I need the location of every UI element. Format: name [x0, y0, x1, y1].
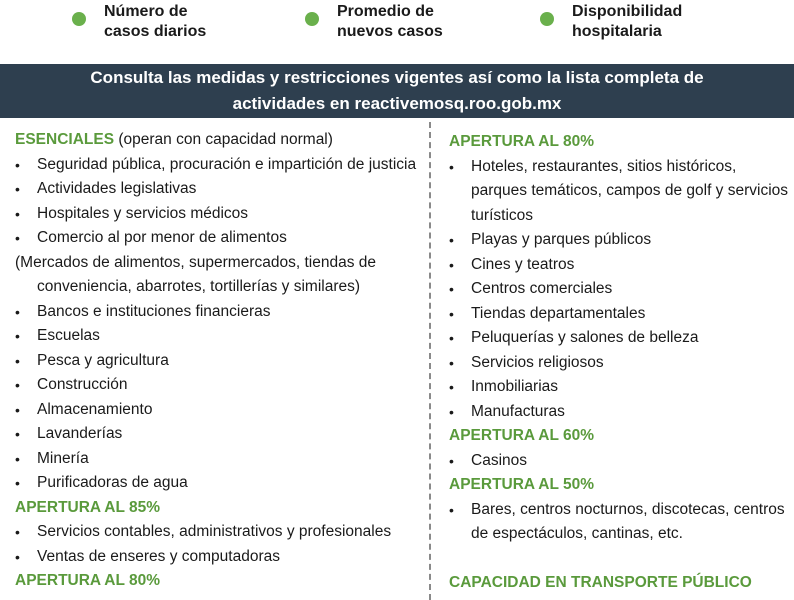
right-column	[449, 130, 789, 595]
list-item: • Inmobiliarias	[449, 375, 789, 400]
list-item: • Almacenamiento	[15, 398, 420, 423]
list-item: • Centros comerciales	[449, 277, 789, 302]
left-column	[15, 128, 420, 594]
esenciales-list-a	[15, 153, 420, 251]
info-banner	[0, 64, 794, 118]
section-title-apertura-85: APERTURA AL 85%	[15, 498, 160, 516]
green-dot-icon	[305, 12, 319, 26]
list-item: • Tiendas departamentales	[449, 302, 789, 327]
banner-line-2: actividades en reactivemosq.roo.gob.mx	[232, 94, 562, 113]
apertura-80-list	[449, 155, 789, 425]
esenciales-list-b	[15, 300, 420, 496]
comercio-note: (Mercados de alimentos, supermercados, tiendas de conveniencia, abarrotes, tortillerías y similares)	[15, 253, 376, 295]
section-title-apertura-80: APERTURA AL 80%	[449, 133, 594, 150]
list-item: • Servicios religiosos	[449, 351, 789, 376]
list-item: • Cines y teatros	[449, 253, 789, 278]
legend-item-promedio	[305, 2, 443, 42]
list-item: • Minería	[15, 447, 420, 472]
list-item: • Hospitales y servicios médicos	[15, 202, 420, 227]
section-note: (operan con capacidad normal)	[118, 131, 333, 148]
list-item: • Escuelas	[15, 324, 420, 349]
green-dot-icon	[540, 12, 554, 26]
list-item: • Manufacturas	[449, 400, 789, 425]
list-item: • Servicios contables, administrativos y profesionales	[15, 520, 420, 545]
section-title-apertura-60: APERTURA AL 60%	[449, 427, 594, 444]
legend-label: Número de casos diarios	[104, 3, 207, 40]
banner-line-1: Consulta las medidas y restricciones vigentes así como la lista completa de	[90, 68, 704, 87]
section-title-transporte: CAPACIDAD EN TRANSPORTE PÚBLICO	[449, 573, 752, 591]
legend	[0, 0, 794, 64]
list-item: • Lavanderías	[15, 422, 420, 447]
section-title-esenciales: ESENCIALES (operan con capacidad normal)	[15, 131, 333, 148]
list-item: • Playas y parques públicos	[449, 228, 789, 253]
section-title-apertura-cut: APERTURA AL 80%	[15, 572, 160, 589]
apertura-60-list	[449, 449, 789, 474]
list-item: • Pesca y agricultura	[15, 349, 420, 374]
apertura-85-list	[15, 520, 420, 569]
green-dot-icon	[72, 12, 86, 26]
list-item: • Peluquerías y salones de belleza	[449, 326, 789, 351]
list-item: • Purificadoras de agua	[15, 471, 420, 496]
list-item: • Casinos	[449, 449, 789, 474]
list-item: • Seguridad pública, procuración e impartición de justicia	[15, 153, 420, 178]
apertura-50-list	[449, 498, 789, 547]
list-item: • Bares, centros nocturnos, discotecas, centros de espectáculos, cantinas, etc.	[449, 498, 789, 547]
list-item: • Hoteles, restaurantes, sitios históricos, parques temáticos, campos de golf y servicios turísticos	[449, 155, 789, 229]
list-item: • Comercio al por menor de alimentos	[15, 226, 420, 251]
list-item: • Actividades legislativas	[15, 177, 420, 202]
legend-item-casos-diarios	[72, 2, 206, 42]
list-item: • Bancos e instituciones financieras	[15, 300, 420, 325]
list-item: • Construcción	[15, 373, 420, 398]
column-divider	[429, 122, 431, 600]
legend-label: Promedio de nuevos casos	[337, 3, 443, 40]
section-title-apertura-50: APERTURA AL 50%	[449, 476, 594, 493]
list-item: • Ventas de enseres y computadoras	[15, 545, 420, 570]
legend-label: Disponibilidad hospitalaria	[572, 3, 683, 40]
legend-item-disponibilidad	[540, 2, 682, 42]
